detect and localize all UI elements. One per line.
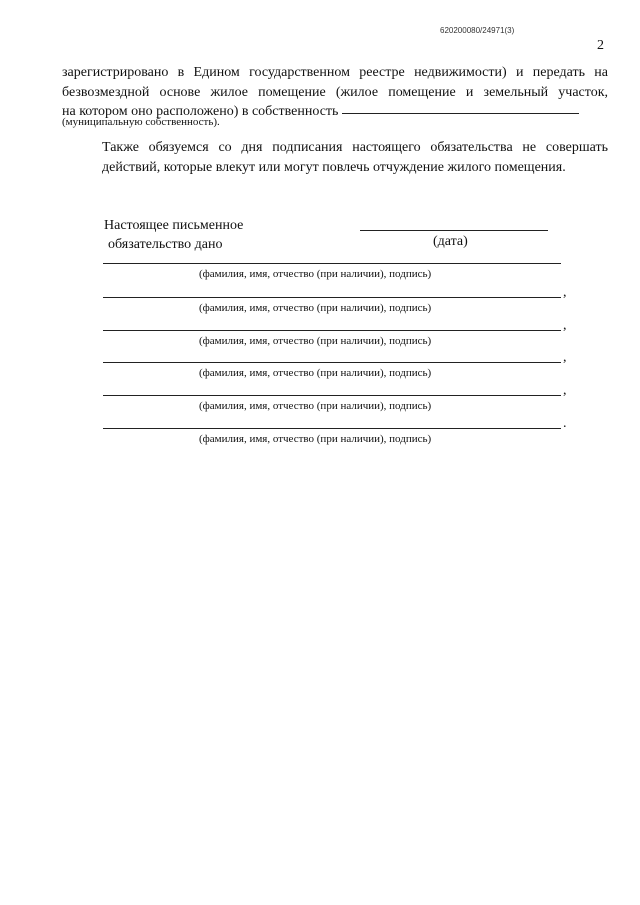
ownership-note: (муниципальную собственность).	[62, 116, 220, 128]
signature-blank-line[interactable]	[103, 428, 561, 429]
signature-caption: (фамилия, имя, отчество (при наличии), подпись)	[199, 433, 432, 445]
signature-blank-line[interactable]	[103, 362, 561, 363]
signature-caption: (фамилия, имя, отчество (при наличии), подпись)	[199, 302, 432, 314]
paragraph-line: зарегистрировано в Едином государственном реестре недвижимости) и передать на	[62, 65, 608, 80]
date-label: (дата)	[433, 234, 468, 249]
signature-punctuation: ,	[563, 318, 567, 333]
signature-label-line1: Настоящее письменное	[104, 218, 244, 233]
signature-punctuation: ,	[563, 350, 567, 365]
paragraph-line: Также обязуемся со дня подписания настоящего обязательства не совершать	[102, 140, 608, 155]
document-id: 620200080/24971(3)	[440, 26, 515, 35]
signature-blank-line[interactable]	[103, 263, 561, 264]
signature-blank-line[interactable]	[103, 330, 561, 331]
paragraph-obligation	[62, 63, 608, 122]
signature-caption: (фамилия, имя, отчество (при наличии), подпись)	[199, 367, 432, 379]
page-number: 2	[597, 38, 604, 53]
signature-label-line2: обязательство дано	[108, 237, 223, 252]
signature-block-label	[104, 216, 243, 254]
signature-punctuation: ,	[563, 285, 567, 300]
signature-blank-line[interactable]	[103, 297, 561, 298]
signature-punctuation: .	[563, 416, 567, 431]
signature-row	[103, 416, 573, 468]
date-blank-line[interactable]	[360, 230, 548, 231]
paragraph-line: действий, которые влекут или могут повлечь отчуждение жилого помещения.	[102, 159, 566, 175]
ownership-text: на котором оно расположено) в собственность	[62, 104, 339, 119]
signature-caption: (фамилия, имя, отчество (при наличии), подпись)	[199, 400, 432, 412]
signature-caption: (фамилия, имя, отчество (при наличии), подпись)	[199, 335, 432, 347]
paragraph-line: безвозмездной основе жилое помещение (жилое помещение и земельный участок,	[62, 84, 608, 100]
signature-blank-line[interactable]	[103, 395, 561, 396]
signature-punctuation: ,	[563, 383, 567, 398]
ownership-blank-line[interactable]	[342, 112, 579, 114]
signature-caption: (фамилия, имя, отчество (при наличии), подпись)	[199, 268, 432, 280]
paragraph-commitment	[62, 138, 608, 177]
